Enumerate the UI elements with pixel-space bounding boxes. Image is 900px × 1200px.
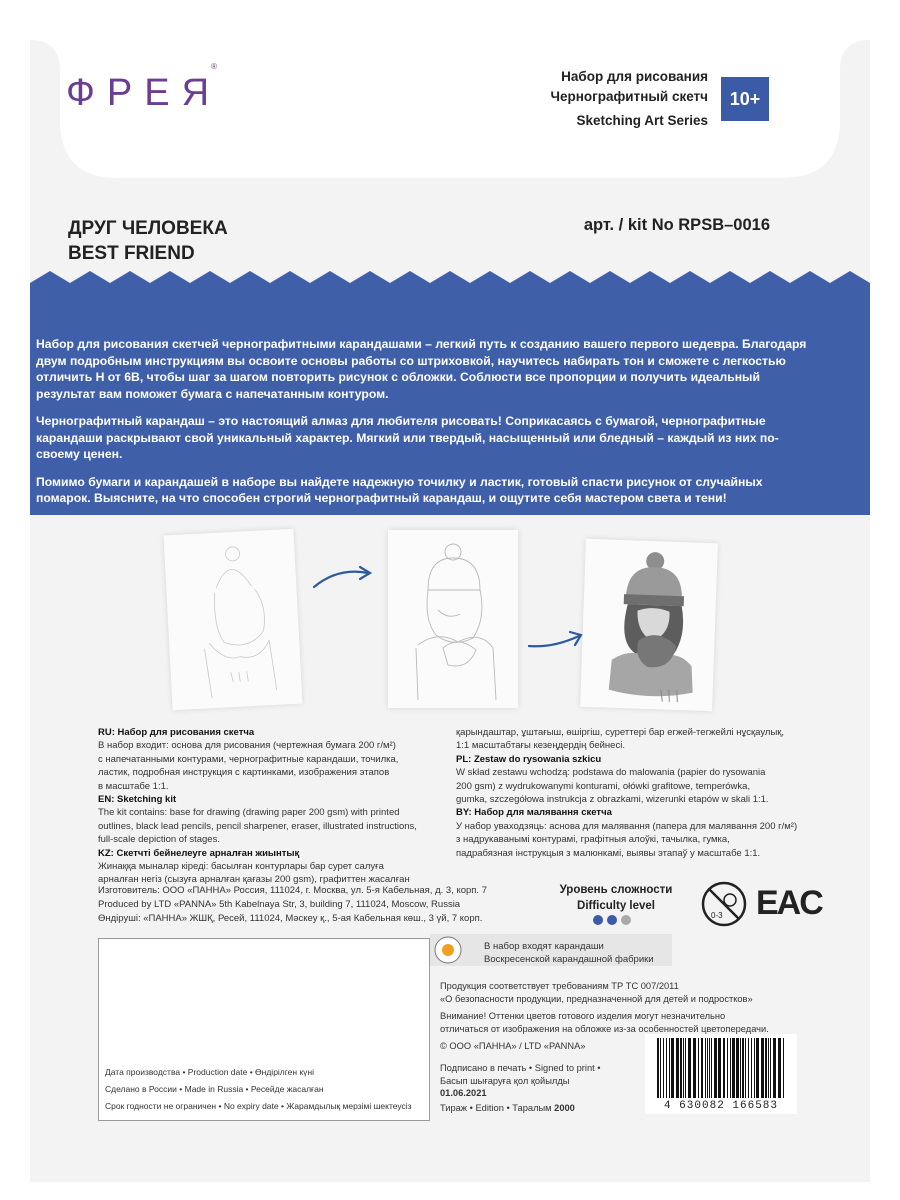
series-line-2: Чернографитный скетч [550, 89, 708, 104]
barcode-bar [732, 1038, 735, 1098]
kz-cont-line-1: қарындаштар, ұштағыш, өшіргіш, суреттері бар егжей-тегжейлі нұсқаулық, [456, 727, 785, 738]
barcode-bar [768, 1038, 769, 1098]
product-title [68, 216, 228, 266]
barcode-bar [770, 1038, 771, 1098]
barcode-bar [783, 1038, 784, 1098]
ru-line-1: В набор входит: основа для рисования (чертежная бумага 200 г/м²) [98, 740, 396, 752]
warning-line-1: Внимание! Оттенки цветов готового изделия могут незначительно [440, 1011, 726, 1021]
ru-heading: RU: Набор для рисования скетча [98, 727, 255, 738]
eac-mark: EAC [756, 884, 822, 922]
made-in-russia: Сделано в России • Made in Russia • Ресейде жасалған [105, 1084, 324, 1094]
arrow-1-icon [310, 563, 376, 593]
barcode-bar [714, 1038, 717, 1098]
difficulty-label [556, 882, 676, 914]
barcode-bar [688, 1038, 691, 1098]
pl-line-3: gumka, szczegółowa instrukcja z obrazkami, wizerunki etapów w skali 1:1. [456, 794, 769, 806]
en-line-3: full-scale depiction of stages. [98, 834, 220, 846]
description-paragraph-2: Чернографитный карандаш – это настоящий алмаз для любителя рисовать! Соприкасаясь с бумагой, чернографитные карандаши раскрывают свой уникальный характер. Мягкий или твердый, насыщенный или бледный – каждый из них по-своему ценен. [36, 414, 779, 461]
print-date: 01.06.2021 [440, 1088, 487, 1099]
edition: Тираж • Edition • Таралым 2000 [440, 1102, 575, 1113]
stage-2-sketch [388, 530, 518, 708]
barcode-bar [740, 1038, 741, 1098]
manufacturer-ru: Изготовитель: ООО «ПАННА» Россия, 111024, г. Москва, ул. 5-я Кабельная, д. 3, корп. 7 [98, 885, 487, 896]
stage-1-sheet [164, 529, 303, 711]
stage-3-sketch [580, 539, 718, 712]
pencil-note-line-2: Воскресенской карандашной фабрики [484, 954, 654, 965]
barcode-bar [751, 1038, 752, 1098]
stage-3-sheet [580, 539, 718, 712]
signed-to-print: Подписано в печать • Signed to print • [440, 1063, 601, 1073]
en-line-2: outlines, black lead pencils, pencil sharpener, eraser, illustrated instructions, [98, 820, 417, 832]
barcode-bar [685, 1038, 686, 1098]
article-number: арт. / kit No RPSB–0016 [583, 216, 770, 234]
factory-seal-icon [434, 936, 462, 964]
title-ru: ДРУГ ЧЕЛОВЕКА [68, 218, 228, 239]
info-right-column [456, 726, 816, 860]
stage-1-sketch [164, 529, 303, 711]
manufacturer-info [98, 884, 548, 926]
barcode-bar [765, 1038, 767, 1098]
by-line-1: У набор уваходзяць: аснова для малявання (папера для малявання 200 г/м²) [456, 820, 798, 832]
barcode-bar [730, 1038, 731, 1098]
barcode-bar [683, 1038, 684, 1098]
description-paragraph-1: Набор для рисования скетчей чернографитными карандашами – легкий путь к созданию вашего первого шедевра. Благодаря двум подробным инструкциям вы освоите основы работы со штриховкой, научитесь набирать тон и сможете с легкостью отличить H от 6B, чтобы шаг за шагом повторить рисунок с обложки. Соблюсти все пропорции и получить идеальный результат вам поможет бумага с напечатанным контуром. [36, 337, 807, 401]
barcode-bar [698, 1038, 699, 1098]
kz-line-1: Жинаққа мыналар кіреді: басылған контурлары бар сурет салуға [98, 861, 384, 873]
production-date: Дата производства • Production date • Өндірілген күні [105, 1067, 315, 1077]
barcode-bar [666, 1038, 667, 1098]
info-left-column [98, 726, 458, 887]
barcode-bar [736, 1038, 739, 1098]
kz-cont-line-2: 1:1 масштабтағы кезеңдердің бейнесі. [456, 740, 625, 752]
age-warning-text: 0-3 [711, 911, 723, 920]
brand-logo: ФРЕЯ® [66, 62, 222, 114]
barcode-bar [748, 1038, 749, 1098]
pencil-note-line-1: В набор входят карандаши [484, 941, 604, 952]
barcode-bar [663, 1038, 664, 1098]
barcode-bar [707, 1038, 708, 1098]
difficulty-ru: Уровень сложности [559, 884, 673, 896]
age-badge: 10+ [721, 77, 769, 121]
compliance-line-2: «О безопасности продукции, предназначенной для детей и подростков» [440, 993, 753, 1004]
difficulty-dot-1 [593, 915, 603, 925]
barcode-bar [693, 1038, 696, 1098]
barcode-bar [680, 1038, 682, 1098]
barcode-bar [756, 1038, 759, 1098]
expiry-info: Срок годности не ограничен • No expiry date • Жарамдылық мерзімі шектеусіз [105, 1101, 412, 1111]
title-en: BEST FRIEND [68, 243, 195, 264]
barcode-bar [754, 1038, 755, 1098]
barcode-bar [701, 1038, 703, 1098]
ru-line-2: с напечатанными контурами, чернографитные карандаши, точилка, [98, 753, 399, 765]
pl-line-2: 200 gsm) z wydrukowanymi konturami, ołówki grafitowe, temperówka, [456, 780, 751, 792]
pencil-factory-note [484, 940, 654, 966]
kz-heading: KZ: Скетчті бейнелеуге арналған жиынтық [98, 847, 300, 859]
age-warning-icon [700, 880, 748, 928]
barcode-bar [671, 1038, 674, 1098]
series-label [508, 67, 708, 131]
pl-heading: PL: Zestaw do rysowania szkicu [456, 753, 602, 765]
manufacturer-en: Produced by LTD «PANNA» 5th Kabelnaya Str, 3, building 7, 111024, Moscow, Russia [98, 899, 461, 910]
difficulty-dot-2 [607, 915, 617, 925]
stage-2-sheet [388, 530, 518, 708]
barcode-bar [718, 1038, 721, 1098]
barcode-bar [773, 1038, 776, 1098]
manufacturer-kz: Өндіруші: «ПАННА» ЖШҚ, Ресей, 111024, Мәскеу қ., 5-ая Кабельная көш., 3 үй, 7 корп. [98, 913, 483, 924]
ru-line-3: ластик, подробная инструкция с картинками, изображения этапов [98, 767, 390, 779]
description-text [36, 336, 816, 518]
barcode-number: 4 630082 166583 [663, 1100, 779, 1112]
by-line-2: з надрукаванымі контурамі, графітныя алоўкі, тачылка, гумка, [456, 834, 730, 846]
barcode-bar [761, 1038, 764, 1098]
difficulty-dots [593, 915, 631, 925]
barcode-bar [676, 1038, 679, 1098]
en-heading: EN: Sketching kit [98, 794, 177, 806]
barcode-bar [657, 1038, 659, 1098]
barcode-bar [778, 1038, 781, 1098]
difficulty-en: Difficulty level [577, 900, 655, 912]
barcode [645, 1034, 797, 1114]
barcode-bar [745, 1038, 746, 1098]
series-line-3: Sketching Art Series [576, 113, 708, 128]
production-info-box [98, 938, 430, 1121]
arrow-2-icon [525, 628, 587, 654]
barcode-bar [660, 1038, 661, 1098]
series-line-1: Набор для рисования [561, 69, 708, 84]
warning-line-2: отличаться от изображения на обложке из-за особенностей цветопередачи. [440, 1023, 769, 1034]
signed-to-print-kz: Басып шығаруға қол қойылды [440, 1075, 570, 1086]
barcode-bar [705, 1038, 706, 1098]
by-heading: BY: Набор для малявання скетча [456, 807, 612, 819]
barcode-bar [711, 1038, 712, 1098]
barcode-bar [727, 1038, 728, 1098]
by-line-3: падрабязная інструкцыя з малюнкамі, выявы этапаў у масштабе 1:1. [456, 847, 761, 859]
barcode-bar [742, 1038, 744, 1098]
en-line-1: The kit contains: base for drawing (drawing paper 200 gsm) with printed [98, 807, 400, 819]
ru-line-4: в масштабе 1:1. [98, 780, 169, 792]
barcode-bar [709, 1038, 710, 1098]
print-info [440, 1062, 640, 1114]
compliance-line-1: Продукция соответствует требованиям ТР ТС 007/2011 [440, 981, 679, 991]
difficulty-dot-3 [621, 915, 631, 925]
barcode-bar [723, 1038, 725, 1098]
compliance-text [440, 980, 820, 1005]
kz-line-2: арналған негіз (сызуға арналған қағазы 200 gsm), графиттен жасалған [98, 874, 410, 886]
zigzag-top [30, 271, 870, 289]
pl-line-1: W skład zestawu wchodzą: podstawa do malowania (papier do rysowania [456, 767, 766, 779]
color-warning [440, 1010, 820, 1035]
copyright: © ООО «ПАННА» / LTD «PANNA» [440, 1041, 586, 1051]
description-paragraph-3: Помимо бумаги и карандашей в наборе вы найдете надежную точилку и ластик, готовый спасти рисунок от случайных помарок. Выясните, на что способен строгий чернографитный карандаш, и ощутите себя мастером света и тени! [36, 474, 763, 505]
barcode-bar [669, 1038, 670, 1098]
